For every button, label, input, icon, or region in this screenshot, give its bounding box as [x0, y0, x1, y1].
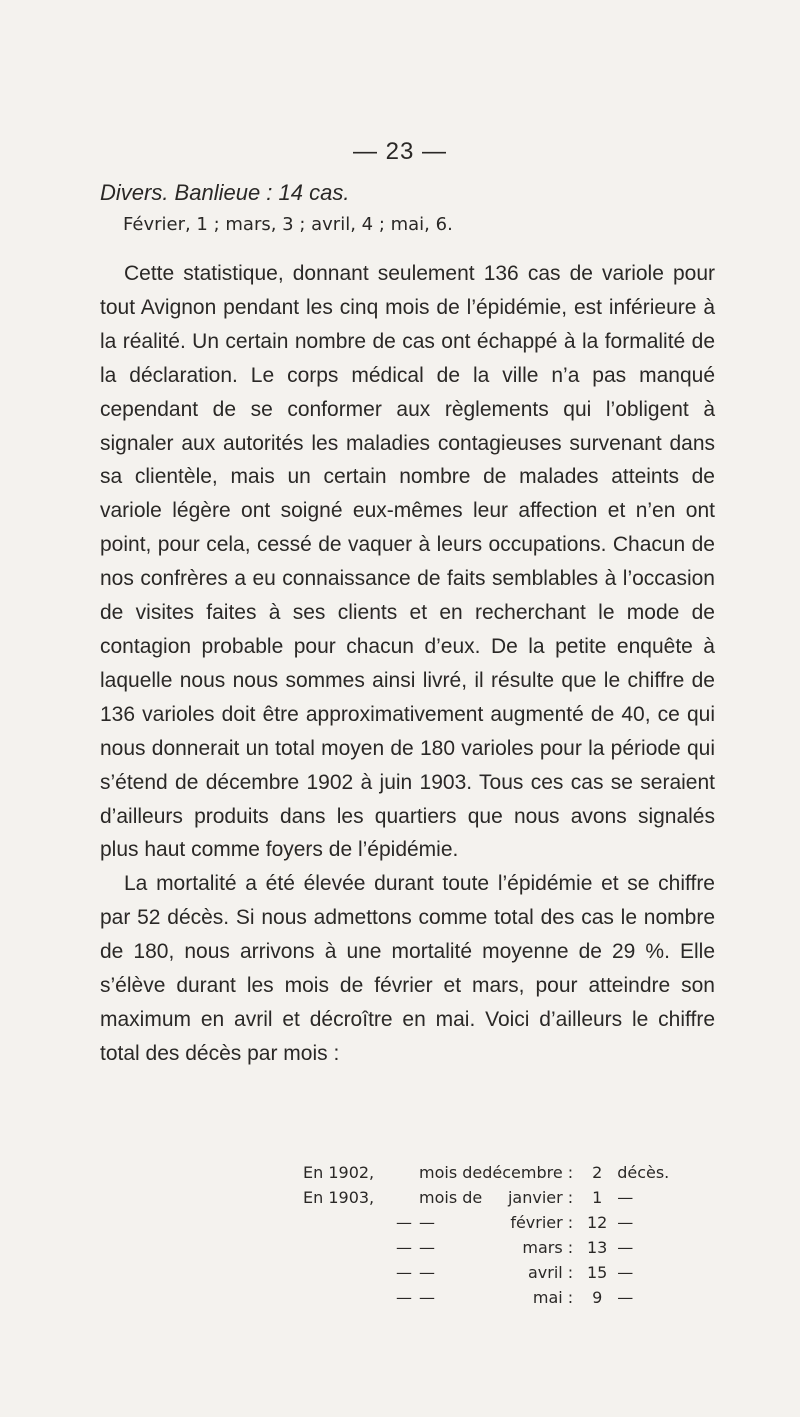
table-cell-year: En 1903, — [303, 1188, 375, 1207]
table-cell-count: 12 — [587, 1213, 608, 1232]
table-row — [303, 1285, 669, 1310]
table-cell-mois: — — [419, 1263, 435, 1282]
body-text — [100, 257, 715, 1071]
table-cell-mois: mois de — [419, 1188, 483, 1207]
table-row — [303, 1235, 669, 1260]
deaths-by-month-table — [303, 1160, 669, 1310]
table-cell-month: mars : — [522, 1238, 574, 1257]
table-cell-year — [303, 1285, 389, 1310]
table-cell-unit: décès. — [617, 1163, 670, 1182]
table-cell-month: avril : — [527, 1263, 574, 1282]
table-row — [303, 1210, 669, 1235]
table-cell-month: février : — [510, 1213, 574, 1232]
table-cell-count: 2 — [592, 1163, 603, 1182]
table-cell-unit: — — [617, 1188, 634, 1207]
section-heading: Divers. Banlieue : 14 cas. — [100, 180, 350, 205]
table-cell-year: En 1902, — [303, 1163, 375, 1182]
table-cell-mois: — — [419, 1238, 435, 1257]
table-cell-count: 9 — [592, 1288, 603, 1307]
page-number: — 23 — — [352, 138, 448, 165]
paragraph: La mortalité a été élevée durant toute l’épidémie et se chiffre par 52 décès. Si nous admettons comme total des cas le nombre de 180, nous arrivons à une mortalité moyenne de 29 %. Elle s’élève durant les mois de février et mars, pour atteindre son maximum en avril et décroître en mai. Voici d’ailleurs le chiffre total des décès par mois : — [100, 872, 715, 1065]
table-cell-month: décembre : — [482, 1163, 574, 1182]
table-cell-unit: — — [617, 1263, 634, 1282]
table-row — [303, 1160, 669, 1185]
table-cell-year — [303, 1260, 389, 1285]
table-cell-mois: — — [419, 1288, 435, 1307]
table-row — [303, 1185, 669, 1210]
table-cell-ditto: — — [396, 1288, 412, 1307]
table-cell-unit: — — [617, 1288, 634, 1307]
paragraph: Cette statistique, donnant seulement 136 cas de variole pour tout Avignon pendant les cinq mois de l’épidémie, est inférieure à la réalité. Un certain nombre de cas ont échappé à la formalité de la déclaration. Le corps médical de la ville n’a pas manqué cependant de se conformer aux règlements qui l’obligent à signaler aux autorités les maladies contagieuses survenant dans sa clientèle, mais un certain nombre de malades atteints de variole légère ont soigné eux-mêmes leur affection et n’en ont point, pour cela, cessé de vaquer à leurs occupations. Chacun de nos confrères a eu connaissance de faits semblables à l’occasion de visites faites à ses clients et en recherchant le mode de contagion probable pour chacun d’eux. De la petite enquête à laquelle nous nous sommes ainsi livré, il résulte que le chiffre de 136 varioles doit être approximativement augmenté de 40, ce qui nous donnerait un total moyen de 180 varioles pour la période qui s’étend de décembre 1902 à juin 1903. Tous ces cas se seraient d’ailleurs produits dans les quartiers que nous avons signalés plus haut comme foyers de l’épidémie. — [100, 262, 715, 862]
table-cell-count: 1 — [592, 1188, 603, 1207]
table-cell-year — [303, 1210, 389, 1235]
table-cell-ditto: — — [396, 1263, 412, 1282]
table-cell-month: janvier : — [507, 1188, 574, 1207]
table-cell-month: mai : — [532, 1288, 574, 1307]
table-cell-unit: — — [617, 1238, 634, 1257]
table-cell-ditto: — — [396, 1213, 412, 1232]
table-cell-ditto — [389, 1160, 419, 1185]
table-cell-count: 13 — [587, 1238, 608, 1257]
table-cell-unit: — — [617, 1213, 634, 1232]
table-cell-count: 15 — [587, 1263, 608, 1282]
table-cell-ditto — [389, 1185, 419, 1210]
table-row — [303, 1260, 669, 1285]
table-cell-year — [303, 1235, 389, 1260]
monthly-case-counts: Février, 1 ; mars, 3 ; avril, 4 ; mai, 6. — [123, 214, 453, 235]
table-cell-mois: mois de — [419, 1163, 483, 1182]
table-cell-ditto: — — [396, 1238, 412, 1257]
table-cell-mois: — — [419, 1213, 435, 1232]
